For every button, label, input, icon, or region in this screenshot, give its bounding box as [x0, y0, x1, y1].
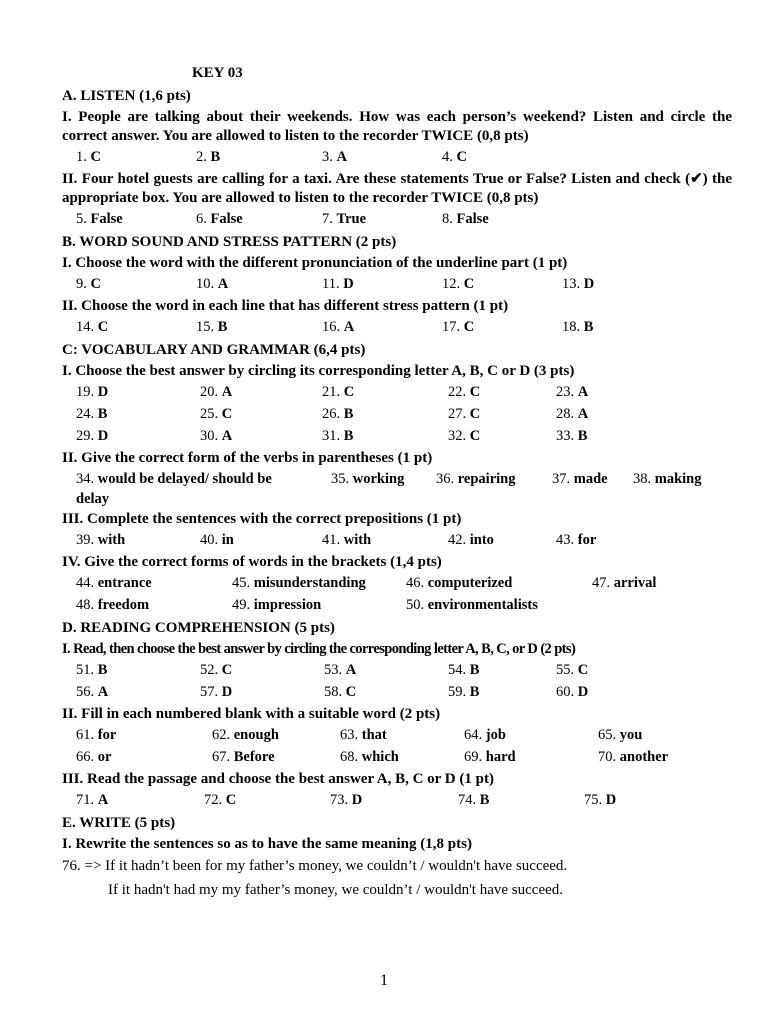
answer-number: 65. [598, 727, 620, 743]
answer-number: 8. [442, 211, 457, 227]
answer-continuation: delay [76, 491, 110, 507]
answer-value: C [345, 684, 357, 700]
answer-value: making [654, 471, 702, 487]
answer-item [448, 403, 480, 425]
answer-row [62, 681, 732, 703]
answer-number: 51. [76, 662, 98, 678]
answer-value: A [577, 406, 589, 422]
answer-item [76, 316, 108, 338]
answer-number: 54. [448, 662, 470, 678]
answer-number: 47. [592, 575, 614, 591]
answer-number: 13. [562, 276, 584, 292]
document-title: KEY 03 [192, 65, 243, 81]
answer-value: C [463, 319, 475, 335]
answer-number: 75. [584, 792, 606, 808]
answer-item [200, 403, 232, 425]
answer-number: 50. [406, 597, 428, 613]
answer-value: misunderstanding [253, 575, 366, 591]
answer-item [76, 789, 108, 811]
answer-number: 66. [76, 749, 98, 765]
answer-item [76, 425, 108, 447]
answer-value: with [343, 532, 372, 548]
answer-item [464, 746, 516, 768]
section-a-heading: A. LISTEN (1,6 pts) [62, 88, 191, 104]
answer-value: C [469, 428, 481, 444]
answer-item [76, 273, 101, 295]
answer-item [442, 273, 474, 295]
answer-row [62, 273, 732, 295]
answer-item [436, 468, 515, 490]
answer-value: A [336, 149, 347, 165]
answer-item [322, 146, 347, 168]
answer-item [76, 146, 101, 168]
answer-number: 70. [598, 749, 620, 765]
answer-item [322, 403, 353, 425]
rewrite-answer-76: 76. => If it hadn’t been for my father’s money, we couldn’t / wouldn't have succeed. [62, 858, 568, 874]
instruction-e1: I. Rewrite the sentences so as to have the same meaning (1,8 pts) [62, 836, 472, 852]
answer-row [62, 468, 732, 490]
answer-value: or [97, 749, 112, 765]
instruction-c3: III. Complete the sentences with the correct prepositions (1 pt) [62, 511, 462, 527]
answer-number: 32. [448, 428, 470, 444]
answer-item [448, 659, 479, 681]
answer-number: 21. [322, 384, 344, 400]
answer-item [200, 425, 232, 447]
answer-number: 46. [406, 575, 428, 591]
answer-value: C [225, 792, 237, 808]
answer-value: B [479, 792, 490, 808]
answer-value: B [217, 319, 228, 335]
section-c-heading: C: VOCABULARY AND GRAMMAR (6,4 pts) [62, 342, 366, 358]
answer-item [448, 529, 494, 551]
answer-value: C [90, 149, 101, 165]
answer-number: 38. [633, 471, 655, 487]
answer-item [322, 529, 371, 551]
instruction-b2: II. Choose the word in each line that has different stress pattern (1 pt) [62, 298, 509, 314]
instruction-c1: I. Choose the best answer by circling its corresponding letter A, B, C or D (3 pts) [62, 363, 575, 379]
answer-value: B [97, 406, 108, 422]
answer-item [76, 659, 107, 681]
answer-value: C [221, 406, 233, 422]
answer-value: D [583, 276, 595, 292]
answer-number: 35. [331, 471, 353, 487]
answer-value: hard [485, 749, 516, 765]
answer-row [62, 594, 732, 616]
answer-item [204, 789, 236, 811]
answer-number: 39. [76, 532, 98, 548]
answer-value: C [577, 662, 589, 678]
answer-number: 19. [76, 384, 98, 400]
answer-item [406, 572, 512, 594]
answer-row [62, 146, 732, 168]
instruction-a1: I. People are talking about their weekends. How was each person’s weekend? Listen and circle the correct answer. You are allowed to listen to the recorder TWICE (0,8 pts) [62, 109, 732, 144]
answer-item [598, 746, 668, 768]
answer-number: 63. [340, 727, 362, 743]
answer-value: C [343, 384, 355, 400]
answer-number: 44. [76, 575, 98, 591]
answer-value: working [352, 471, 405, 487]
answer-item [556, 425, 587, 447]
answer-item [340, 724, 387, 746]
answer-item [76, 468, 272, 490]
answer-number: 49. [232, 597, 254, 613]
answer-value: environmentalists [427, 597, 538, 613]
answer-value: C [90, 276, 101, 292]
answer-item [324, 681, 356, 703]
answer-value: B [583, 319, 594, 335]
instruction-b1: I. Choose the word with the different pronunciation of the underline part (1 pt) [62, 255, 568, 271]
answer-item [212, 724, 279, 746]
answer-value: C [469, 384, 481, 400]
answer-row [62, 316, 732, 338]
answer-value: Before [233, 749, 275, 765]
instruction-d1: I. Read, then choose the best answer by circling the corresponding letter A, B, C, or D (2 pts) [62, 641, 576, 657]
answer-item [232, 572, 366, 594]
answer-number: 48. [76, 597, 98, 613]
answer-item [76, 594, 149, 616]
answer-number: 5. [76, 211, 91, 227]
answer-value: B [343, 406, 354, 422]
section-d-heading: D. READING COMPREHENSION (5 pts) [62, 620, 335, 636]
answer-item [552, 468, 608, 490]
answer-value: C [221, 662, 233, 678]
answer-number: 1. [76, 149, 91, 165]
answer-number: 7. [322, 211, 337, 227]
answer-value: for [97, 727, 117, 743]
answer-item [556, 381, 588, 403]
answer-value: for [577, 532, 597, 548]
answer-item [448, 425, 480, 447]
answer-item [464, 724, 506, 746]
answer-value: A [345, 662, 357, 678]
answer-number: 18. [562, 319, 584, 335]
answer-item [76, 681, 108, 703]
answer-item [340, 746, 399, 768]
answer-number: 16. [322, 319, 344, 335]
answer-item [458, 789, 489, 811]
answer-number: 2. [196, 149, 211, 165]
answer-value: another [619, 749, 669, 765]
answer-value: enough [233, 727, 279, 743]
answer-value: A [217, 276, 229, 292]
answer-item [76, 381, 108, 403]
answer-item [556, 529, 596, 551]
answer-row [62, 529, 732, 551]
answer-item [76, 746, 111, 768]
answer-item [196, 273, 228, 295]
answer-value: freedom [97, 597, 150, 613]
answer-item [76, 572, 152, 594]
answer-value: A [97, 684, 109, 700]
answer-value: C [469, 406, 481, 422]
answer-number: 33. [556, 428, 578, 444]
answer-value: False [210, 211, 243, 227]
answer-value: you [619, 727, 643, 743]
answer-number: 27. [448, 406, 470, 422]
answer-value: would be delayed/ should be [97, 471, 272, 487]
answer-number: 40. [200, 532, 222, 548]
answer-item [330, 789, 362, 811]
answer-value: made [573, 471, 608, 487]
answer-item [562, 273, 594, 295]
answer-row [62, 789, 732, 811]
answer-item [76, 529, 125, 551]
answer-item [331, 468, 404, 490]
answer-item [584, 789, 616, 811]
answer-number: 72. [204, 792, 226, 808]
answer-row [62, 746, 732, 768]
answer-number: 67. [212, 749, 234, 765]
answer-number: 55. [556, 662, 578, 678]
instruction-c4: IV. Give the correct forms of words in the brackets (1,4 pts) [62, 554, 442, 570]
answer-item [556, 659, 588, 681]
answer-value: A [343, 319, 355, 335]
answer-number: 41. [322, 532, 344, 548]
answer-item [448, 381, 480, 403]
answer-item [196, 146, 220, 168]
answer-number: 58. [324, 684, 346, 700]
answer-value: B [210, 149, 221, 165]
answer-number: 17. [442, 319, 464, 335]
answer-row [62, 403, 732, 425]
answer-row [62, 572, 732, 594]
answer-value: C [463, 276, 475, 292]
section-b-heading: B. WORD SOUND AND STRESS PATTERN (2 pts) [62, 234, 397, 250]
answer-number: 37. [552, 471, 574, 487]
answer-number: 60. [556, 684, 578, 700]
answer-item [598, 724, 642, 746]
answer-item [406, 594, 538, 616]
answer-value: computerized [427, 575, 513, 591]
answer-item [212, 746, 275, 768]
answer-number: 31. [322, 428, 344, 444]
answer-value: A [221, 428, 233, 444]
answer-key-document [62, 62, 732, 902]
answer-item [442, 208, 489, 230]
answer-value: D [605, 792, 617, 808]
answer-value: D [577, 684, 589, 700]
answer-item [322, 381, 354, 403]
answer-item [322, 273, 354, 295]
answer-number: 22. [448, 384, 470, 400]
answer-value: A [97, 792, 109, 808]
answer-item [196, 316, 227, 338]
answer-item [633, 468, 702, 490]
answer-number: 25. [200, 406, 222, 422]
answer-number: 36. [436, 471, 458, 487]
answer-row [62, 724, 732, 746]
answer-item [200, 659, 232, 681]
answer-number: 28. [556, 406, 578, 422]
answer-value: D [97, 384, 109, 400]
section-e-heading: E. WRITE (5 pts) [62, 815, 176, 831]
instruction-d3: III. Read the passage and choose the best answer A, B, C or D (1 pt) [62, 771, 494, 787]
answer-number: 56. [76, 684, 98, 700]
answer-row [62, 659, 732, 681]
answer-item [322, 208, 366, 230]
answer-number: 24. [76, 406, 98, 422]
answer-row [62, 425, 732, 447]
answer-number: 11. [322, 276, 344, 292]
answer-number: 59. [448, 684, 470, 700]
answer-value: D [97, 428, 109, 444]
answer-number: 15. [196, 319, 218, 335]
answer-number: 71. [76, 792, 98, 808]
answer-item [76, 208, 123, 230]
page-number: 1 [380, 972, 388, 989]
answer-number: 43. [556, 532, 578, 548]
answer-number: 26. [322, 406, 344, 422]
answer-number: 68. [340, 749, 362, 765]
answer-item [322, 316, 354, 338]
answer-value: B [469, 662, 480, 678]
answer-item [200, 381, 232, 403]
answer-number: 30. [200, 428, 222, 444]
answer-number: 20. [200, 384, 222, 400]
answer-value: B [97, 662, 108, 678]
answer-item [76, 403, 107, 425]
answer-item [442, 316, 474, 338]
instruction-a2: II. Four hotel guests are calling for a taxi. Are these statements True or False? Listen and check (✔) the appropriate box. You are allowed to listen to the recorder TWICE (0,8 pts) [62, 171, 732, 206]
answer-value: repairing [457, 471, 516, 487]
answer-number: 62. [212, 727, 234, 743]
answer-number: 12. [442, 276, 464, 292]
answer-number: 73. [330, 792, 352, 808]
answer-value: A [221, 384, 233, 400]
answer-value: that [361, 727, 387, 743]
answer-item [562, 316, 593, 338]
answer-value: B [343, 428, 354, 444]
answer-number: 4. [442, 149, 457, 165]
answer-value: impression [253, 597, 322, 613]
instruction-c2: II. Give the correct form of the verbs in parentheses (1 pt) [62, 450, 433, 466]
answer-number: 57. [200, 684, 222, 700]
answer-value: which [361, 749, 399, 765]
answer-number: 34. [76, 471, 98, 487]
answer-number: 3. [322, 149, 337, 165]
answer-value: B [469, 684, 480, 700]
answer-number: 53. [324, 662, 346, 678]
answer-item [322, 425, 353, 447]
answer-value: in [221, 532, 234, 548]
rewrite-answer-76-alt: If it hadn't had my my father’s money, we couldn’t / wouldn't have succeed. [108, 882, 564, 898]
answer-value: False [456, 211, 489, 227]
answer-number: 45. [232, 575, 254, 591]
answer-item [556, 681, 588, 703]
answer-value: True [336, 211, 367, 227]
answer-item [76, 724, 116, 746]
answer-number: 6. [196, 211, 211, 227]
answer-number: 9. [76, 276, 91, 292]
answer-value: into [469, 532, 494, 548]
answer-number: 14. [76, 319, 98, 335]
answer-value: with [97, 532, 126, 548]
answer-number: 10. [196, 276, 218, 292]
answer-item [200, 529, 234, 551]
answer-number: 61. [76, 727, 98, 743]
answer-item [592, 572, 656, 594]
answer-number: 23. [556, 384, 578, 400]
answer-value: C [97, 319, 109, 335]
answer-row [62, 381, 732, 403]
answer-value: arrival [613, 575, 657, 591]
instruction-d2: II. Fill in each numbered blank with a suitable word (2 pts) [62, 706, 441, 722]
answer-value: D [221, 684, 233, 700]
answer-value: False [90, 211, 123, 227]
answer-number: 29. [76, 428, 98, 444]
answer-number: 69. [464, 749, 486, 765]
answer-value: D [343, 276, 354, 292]
answer-value: job [485, 727, 506, 743]
answer-number: 52. [200, 662, 222, 678]
answer-number: 74. [458, 792, 480, 808]
answer-item [448, 681, 479, 703]
answer-item [232, 594, 321, 616]
answer-item [556, 403, 588, 425]
answer-row [62, 208, 732, 230]
answer-item [196, 208, 243, 230]
answer-value: C [456, 149, 467, 165]
answer-number: 64. [464, 727, 486, 743]
answer-item [324, 659, 356, 681]
answer-value: entrance [97, 575, 152, 591]
answer-value: D [351, 792, 363, 808]
answer-number: 42. [448, 532, 470, 548]
answer-value: A [577, 384, 589, 400]
answer-item [200, 681, 232, 703]
answer-item [442, 146, 467, 168]
answer-value: B [577, 428, 588, 444]
